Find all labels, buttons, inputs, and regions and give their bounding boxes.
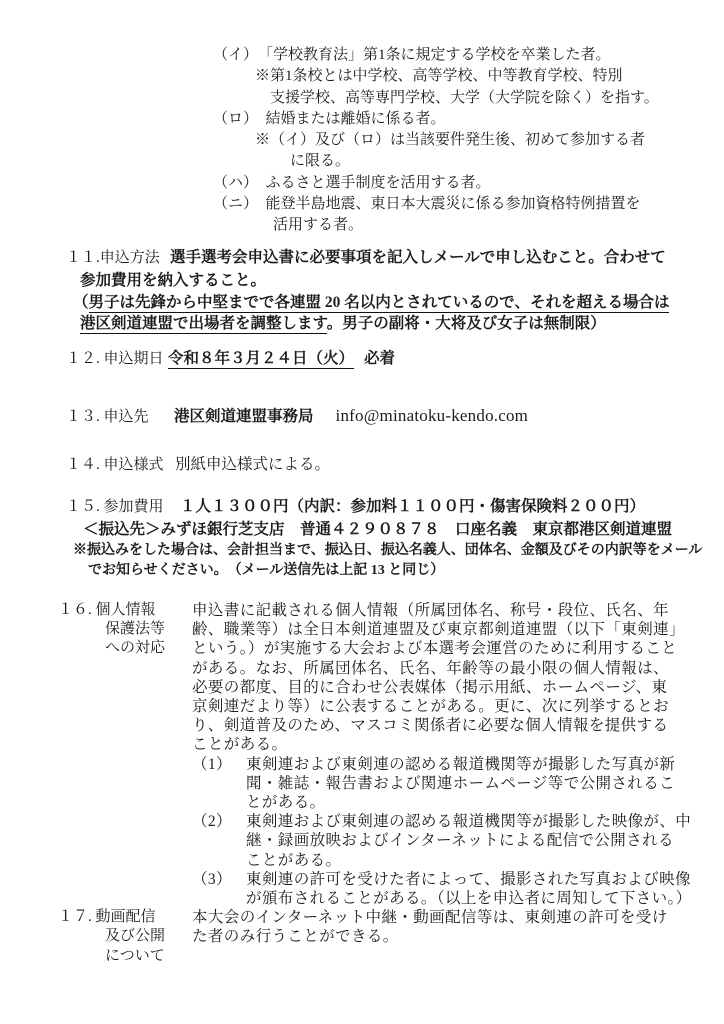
privacy-item-2-cont: ことがある。: [246, 851, 342, 869]
section-14-content: 別紙申込様式による。: [175, 456, 331, 473]
section-17-label-cont: について: [105, 947, 165, 964]
section-17-label: １７. 動画配信: [58, 909, 156, 926]
privacy-para-line: という。）が実施する大会および本選考会運営のために利用すること: [192, 640, 678, 658]
transfer-note-line1: ※振込みをした場合は、会計担当まで、振込日、振込名義人、団体名、金額及びその内訳等をメール: [73, 543, 703, 558]
eligibility-note-line: 支援学校、高等専門学校、大学（大学院を除く）を指す。: [270, 89, 659, 106]
privacy-item-3-cont: が頒布されることがある。（以上を申込者に周知して下さい。）: [246, 890, 692, 908]
section-11-line2: 参加費用を納入すること。: [80, 271, 267, 289]
privacy-para-line: 必要の都度、目的に合わせ公表媒体（掲示用紙、ホームページ、東: [192, 678, 668, 696]
section-11-line1: 選手選考会申込書に必要事項を記入しメールで申し込むこと。合わせて: [170, 249, 666, 266]
eligibility-line-ni: （ニ） 能登半島地震、東日本大震災に係る参加資格特例措置を: [213, 196, 641, 213]
section-13-label: １３. 申込先: [66, 409, 149, 425]
email-address: info@minatoku-kendo.com: [335, 406, 529, 425]
section-11-underlined-2: 港区剣道連盟で出場者を調整します: [80, 315, 327, 333]
section-16-label-cont: への対応: [105, 640, 166, 657]
section-13-submit-to: [0, 405, 724, 429]
section-11-application-method: [0, 247, 724, 335]
privacy-item-3: [192, 870, 708, 889]
section-12-label: １２. 申込期日: [66, 351, 164, 367]
section-14-form: [0, 454, 724, 477]
item-text: 東剣連および東剣連の認める報道機関等が撮影した映像が、中: [246, 813, 692, 831]
eligibility-line-ha: （ハ） ふるさと選手制度を活用する者。: [213, 174, 491, 191]
section-16-label-column: [0, 601, 192, 908]
privacy-item-2: [192, 812, 708, 831]
section-15-row: [66, 496, 724, 519]
section-17-label-column: [0, 908, 192, 966]
section-11-line4-rest: 。男子の副将・大将及び女子は無制限）: [326, 315, 606, 333]
section-11-label: １１.申込方法: [66, 250, 160, 266]
streaming-line: 本大会のインターネット中継・動画配信等は、東剣連の許可を受け: [192, 909, 668, 927]
section-11-line3: [73, 292, 724, 314]
eligibility-line-ro: （ロ） 結婚または離婚に係る者。: [213, 110, 446, 127]
deadline-date: 令和８年３月２４日（火）: [168, 350, 355, 367]
privacy-item-1-cont: 聞・雑誌・報告書および関連ホームページ等で公開されるこ: [246, 774, 675, 792]
item-marker: （3）: [192, 870, 232, 888]
section-15-fee: [0, 496, 724, 580]
section-16-privacy: [0, 601, 724, 908]
section-16-label: １６. 個人情報: [58, 602, 156, 618]
privacy-item-1: [192, 755, 708, 774]
eligibility-list: [0, 45, 724, 237]
privacy-para-line: 申込書に記載される個人情報（所属団体名、称号・段位、氏名、年: [192, 602, 670, 619]
section-17-streaming: [0, 908, 724, 966]
item-marker: （2）: [192, 813, 232, 831]
sections-16-17-area: [0, 601, 724, 966]
item-text: 東剣連および東剣連の認める報道機関等が撮影した写真が新: [246, 755, 676, 773]
privacy-para-line: 京剣連だより等）に公表することがある。更に、次に列挙するとお: [192, 698, 670, 716]
transfer-note-line2: でお知らせください。 （メール送信先は上記 13 と同じ）: [88, 562, 445, 578]
section-12-deadline: [0, 348, 724, 371]
section-11-line4: [80, 313, 724, 335]
section-16-label-cont: 保護法等: [105, 621, 166, 638]
privacy-para-line: り、剣道普及のため、マスコミ関係者に必要な個人情報を提供する: [192, 717, 669, 735]
privacy-para-line: 齢、職業等）は全日本剣道連盟及び東京都剣道連盟（以下「東剣連」: [192, 621, 685, 639]
privacy-item-2-cont: 継・録画放映およびインターネットによる配信で公開される: [246, 832, 674, 850]
privacy-para-line: がある。なお、所属団体名、氏名、年齢等の最小限の個人情報は、: [192, 659, 670, 677]
section-11-row: [66, 247, 724, 270]
deadline-suffix: 必着: [364, 350, 396, 367]
privacy-para-line: ことがある。: [192, 736, 288, 754]
eligibility-note-line: に限る。: [290, 153, 351, 170]
item-text: 東剣連の許可を受けた者によって、撮影された写真および映像: [246, 870, 691, 888]
item-marker: （1）: [192, 755, 232, 773]
privacy-item-1-cont: とがある。: [246, 794, 326, 812]
section-17-content: [192, 908, 708, 966]
eligibility-line-ni-cont: 活用する者。: [273, 217, 364, 234]
section-15-label: １５. 参加費用: [66, 499, 164, 515]
section-14-label: １４. 申込様式: [66, 457, 164, 473]
eligibility-note-line: ※（イ）及び（ロ）は当該要件発生後、初めて参加する者: [255, 132, 646, 149]
section-17-label-cont: 及び公開: [105, 928, 166, 945]
section-16-content: [192, 601, 708, 908]
streaming-line: た者のみ行うことができる。: [192, 928, 399, 946]
eligibility-note-line: ※第1条校とは中学校、高等学校、中等教育学校、特別: [255, 68, 623, 85]
section-11-underlined-1: 男子は先鋒から中堅までで各連盟 20 名以内とされているので、それを超える場合は: [88, 293, 670, 311]
eligibility-line-i: （イ） 「学校教育法」第1条に規定する学校を卒業した者。: [213, 47, 611, 63]
fee-amount: １人１３００円（内訳：参加料１１００円・傷害保険料２００円）: [180, 498, 646, 515]
paren-open: （: [73, 293, 89, 311]
bank-transfer-line: ＜振込先＞みずほ銀行芝支店 普通４２９０８７８ 口座名義 東京都港区剣道連盟: [83, 520, 673, 538]
office-name: 港区剣道連盟事務局: [174, 408, 314, 425]
